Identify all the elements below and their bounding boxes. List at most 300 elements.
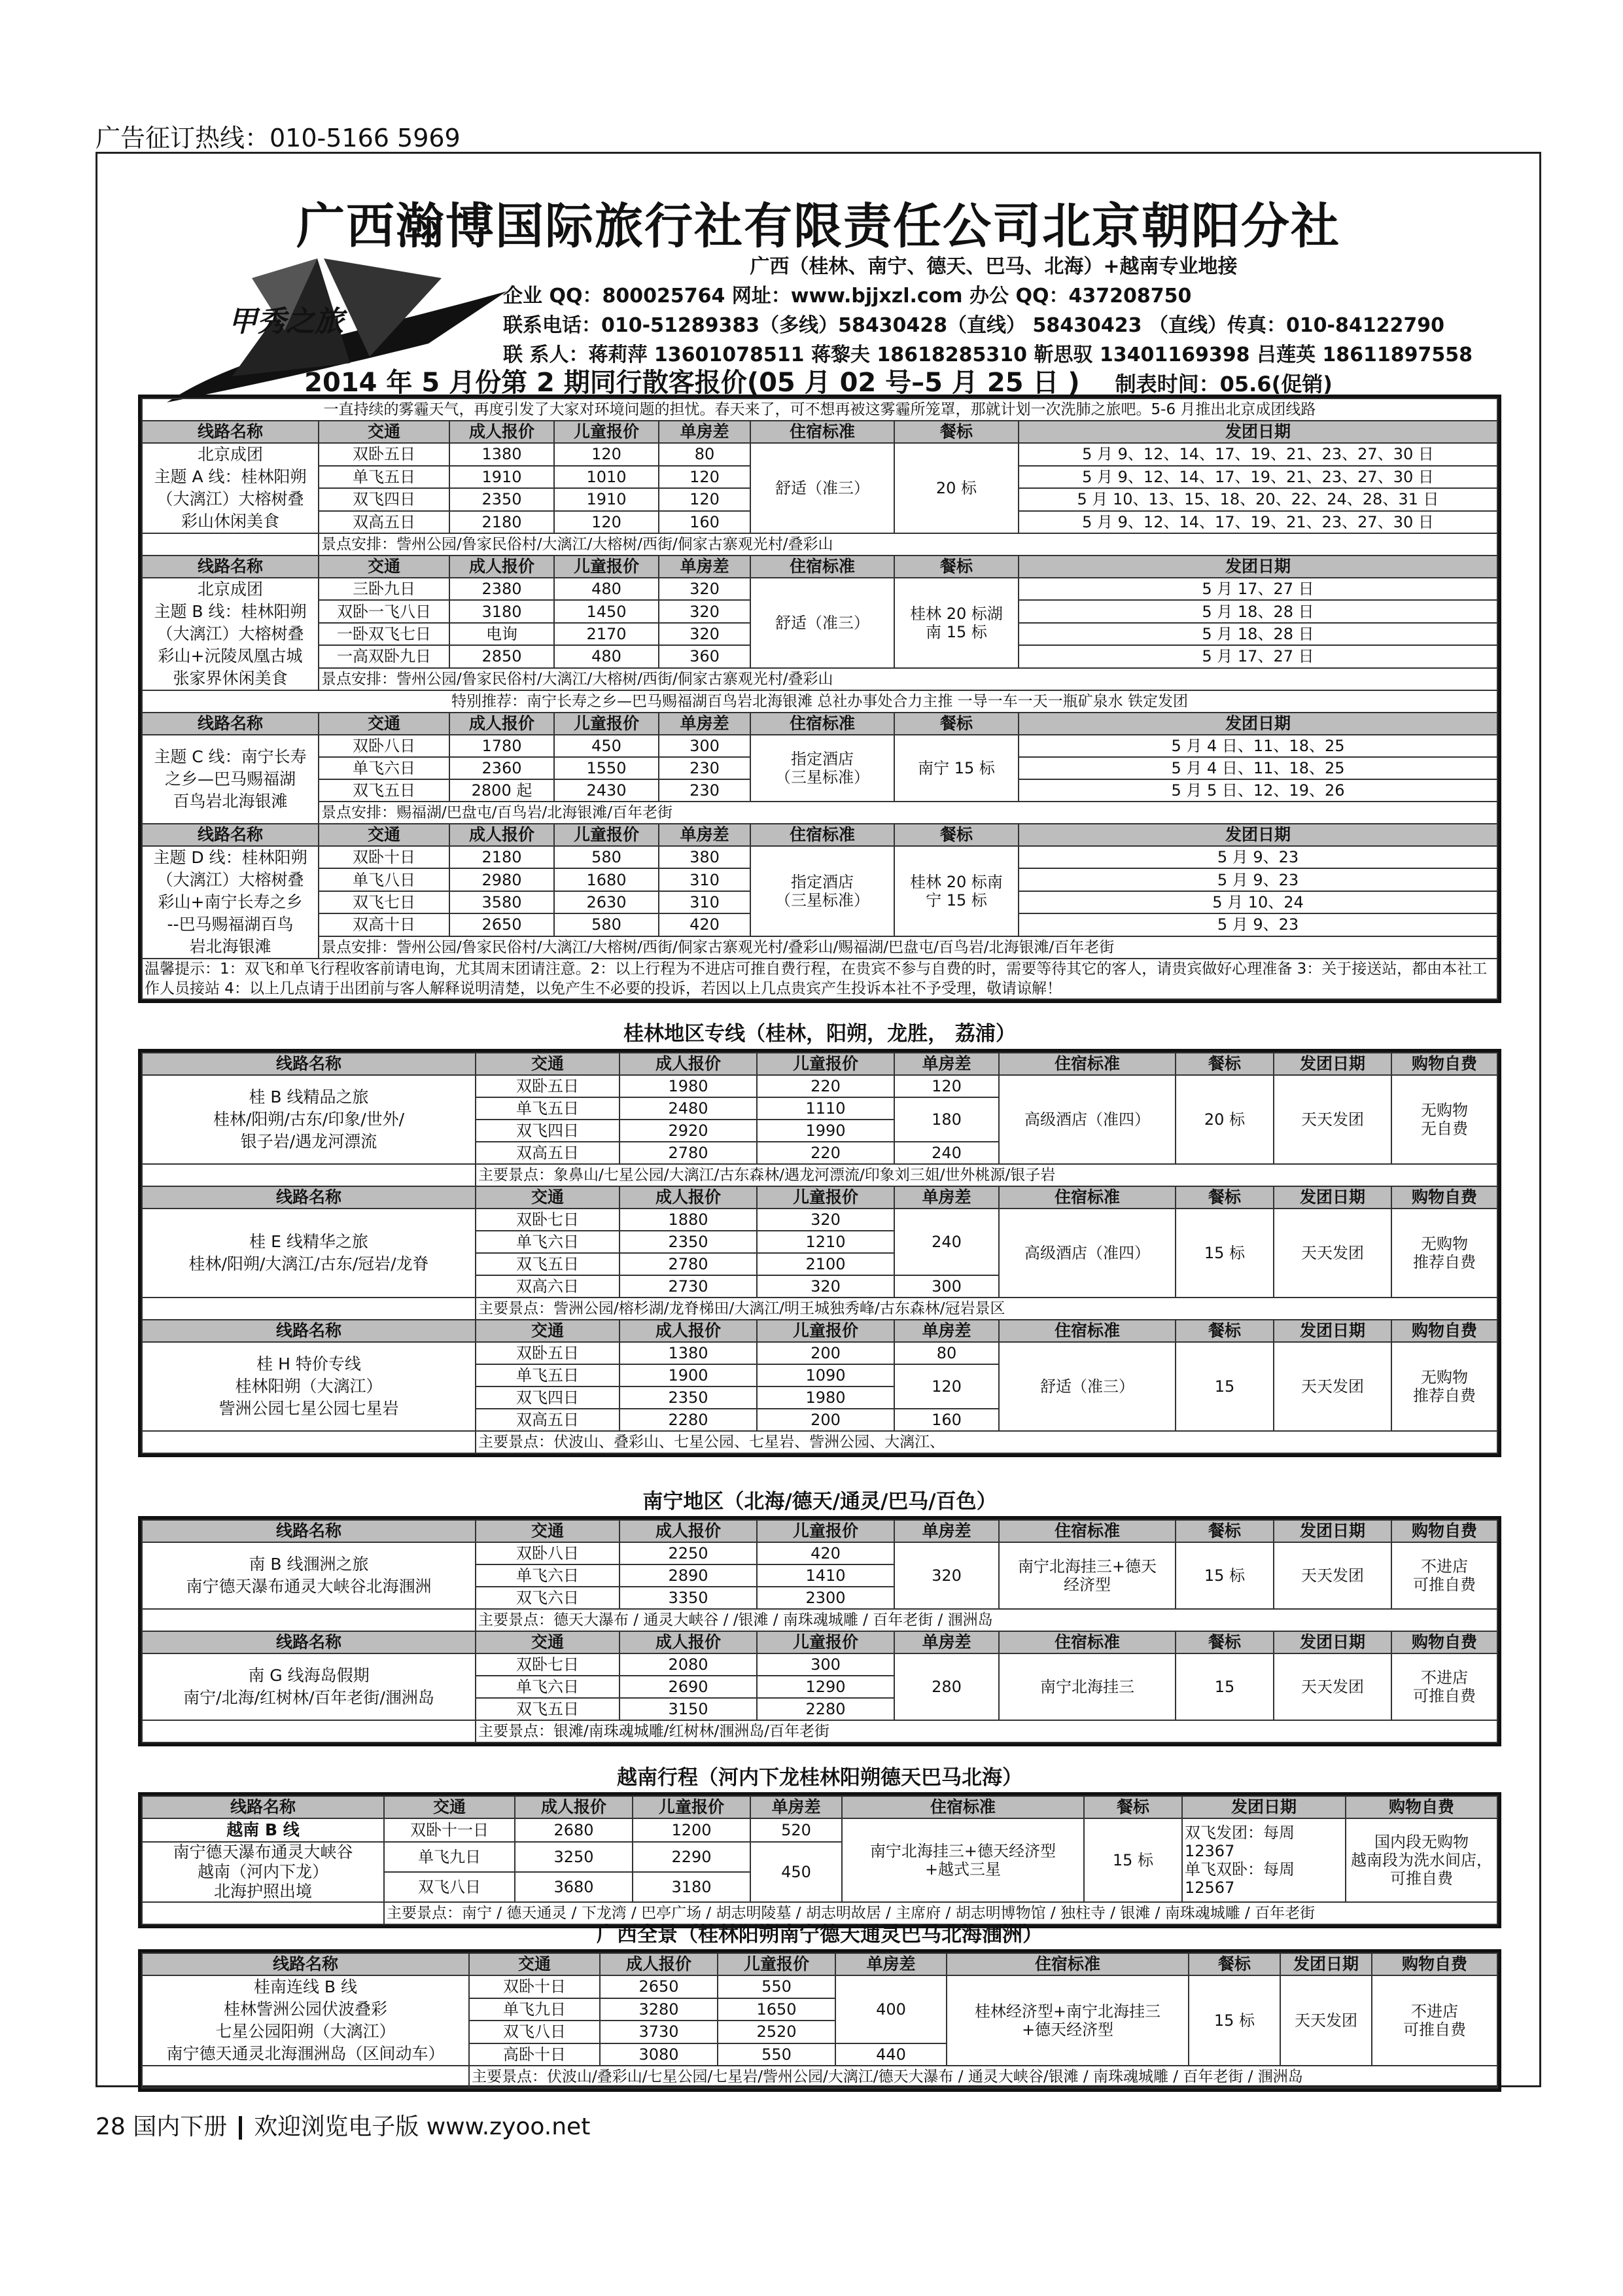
company-title: 广西瀚博国际旅行社有限责任公司北京朝阳分社 — [296, 198, 1340, 255]
date-cell: 5 月 5 日、12、19、26 — [1019, 779, 1497, 802]
header-cell: 餐标 — [1176, 1186, 1274, 1209]
cell: 2100 — [757, 1253, 894, 1275]
header-cell: 线路名称 — [142, 1186, 476, 1209]
hotel-cell: 指定酒店 （三星标准） — [750, 735, 894, 802]
route-name: 桂南连线 B 线 桂林訾洲公园伏波叠彩 七星公园阳朔（大漓江） 南宁德天通灵北海涠洲岛（区间动车） — [142, 1975, 469, 2066]
cell: 双卧五日 — [476, 1342, 620, 1364]
cell: 480 — [554, 578, 659, 600]
cell: 2780 — [620, 1253, 757, 1275]
cell: 450 — [554, 735, 659, 757]
header-cell: 发团日期 — [1274, 1320, 1391, 1342]
cell: 2350 — [620, 1386, 757, 1409]
header-cell: 交通 — [476, 1520, 620, 1542]
cell: 1910 — [449, 466, 554, 489]
cell: 双卧十日 — [469, 1975, 600, 1998]
shop-cell: 不进店 可推自费 — [1391, 1542, 1497, 1609]
header-cell: 成人报价 — [600, 1953, 718, 1975]
cell: 2690 — [620, 1676, 757, 1698]
cell: 单飞六日 — [319, 757, 449, 779]
header-cell: 儿童报价 — [554, 713, 659, 735]
header-cell: 餐标 — [894, 556, 1019, 578]
header-cell: 发团日期 — [1182, 1796, 1346, 1818]
cell: 单飞六日 — [476, 1231, 620, 1253]
cell: 1780 — [449, 735, 554, 757]
route-name: 桂 B 线精品之旅 桂林/阳朔/古东/印象/世外/ 银子岩/遇龙河漂流 — [142, 1075, 476, 1164]
cell: 3680 — [515, 1872, 633, 1902]
header-cell: 交通 — [469, 1953, 600, 1975]
scenic-note: 主要景点：德天大瀑布 / 通灵大峡谷 / /银滩 / 南珠魂城雕 / 百年老街 / 涠洲岛 — [476, 1609, 1497, 1631]
cell: 一高双卧九日 — [319, 645, 449, 667]
route-name: 桂 E 线精华之旅 桂林/阳朔/大漓江/古东/冠岩/龙脊 — [142, 1209, 476, 1298]
cell: 550 — [718, 1975, 835, 1998]
table-header — [142, 824, 1497, 846]
cell: 双卧八日 — [319, 735, 449, 757]
nanning-band: 南宁地区（北海/德天/通灵/巴马/百色） — [642, 1490, 997, 1513]
cell: 1210 — [757, 1231, 894, 1253]
meal-cell: 桂林 20 标湖 南 15 标 — [894, 578, 1019, 668]
hotel-cell: 高级酒店（准四） — [999, 1209, 1176, 1298]
quanjing-band: 广西全景（桂林阳朔南宁德天通灵巴马北海涠洲） — [597, 1923, 1043, 1947]
cell: 1900 — [620, 1364, 757, 1386]
cell: 双卧十一日 — [384, 1818, 515, 1842]
cell: 120 — [554, 443, 659, 466]
cell: 电询 — [449, 623, 554, 645]
date-cell: 天天发团 — [1274, 1209, 1391, 1298]
cell: 1990 — [757, 1120, 894, 1142]
cell: 1410 — [757, 1564, 894, 1587]
table-header — [142, 713, 1497, 735]
advert-frame — [96, 152, 1541, 2087]
date-cell: 天天发团 — [1274, 1075, 1391, 1164]
header-cell: 单房差 — [894, 1631, 999, 1653]
header-cell: 单房差 — [659, 556, 750, 578]
cell: 380 — [659, 846, 750, 868]
cell: 480 — [554, 645, 659, 667]
cell: 2350 — [620, 1231, 757, 1253]
header-cell: 线路名称 — [142, 421, 319, 443]
route-name: 北京成团 主题 B 线：桂林阳朔 （大漓江）大榕树叠 彩山+沅陵凤凰古城 张家界休闲美食 — [142, 578, 319, 690]
hotel-cell: 舒适（准三） — [750, 443, 894, 533]
cell: 240 — [894, 1142, 999, 1164]
header-cell: 交通 — [319, 556, 449, 578]
route-name: 南 B 线涠洲之旅 南宁德天瀑布通灵大峡谷北海涠洲 — [142, 1542, 476, 1609]
date-cell: 天天发团 — [1274, 1542, 1391, 1609]
header-cell: 成人报价 — [449, 713, 554, 735]
cell: 双卧十日 — [319, 846, 449, 868]
cell: 单飞九日 — [384, 1842, 515, 1872]
header-cell: 住宿标准 — [999, 1520, 1176, 1542]
cell: 2180 — [449, 511, 554, 534]
hotel-cell: 南宁北海挂三+德天 经济型 — [999, 1542, 1176, 1609]
header-cell: 发团日期 — [1019, 713, 1497, 735]
cell: 80 — [659, 443, 750, 466]
header-cell: 发团日期 — [1280, 1953, 1372, 1975]
shop-cell: 国内段无购物 越南段为洗水间店， 可推自费 — [1346, 1818, 1497, 1902]
cell: 1380 — [449, 443, 554, 466]
cell: 200 — [757, 1342, 894, 1364]
header-cell: 交通 — [476, 1053, 620, 1075]
meal-cell: 20 标 — [1176, 1075, 1274, 1164]
cell: 320 — [894, 1542, 999, 1609]
cell: 2680 — [515, 1818, 633, 1842]
cell: 2480 — [620, 1097, 757, 1120]
cell: 双飞五日 — [476, 1698, 620, 1720]
scenic-note: 主要景点：伏波山/叠彩山/七星公园/七星岩/訾州公园/大漓江/德天大瀑布 / 通灵大峡谷/银滩 / 南珠魂城雕 / 百年老街 / 涠洲岛 — [469, 2066, 1497, 2088]
header-cell: 线路名称 — [142, 1953, 469, 1975]
cell: 3580 — [449, 891, 554, 913]
cell: 双飞七日 — [319, 891, 449, 913]
cell: 双高五日 — [319, 511, 449, 534]
header-cell: 儿童报价 — [757, 1520, 894, 1542]
guilin-band: 桂林地区专线（桂林，阳朔，龙胜， 荔浦） — [623, 1022, 1016, 1046]
header-cell: 交通 — [319, 713, 449, 735]
meal-cell: 南宁 15 标 — [894, 735, 1019, 802]
info-line-4: 联 系人：蒋莉萍 13601078511 蒋黎夫 18618285310 靳思驭 13401169398 吕莲英 18611897558 — [503, 344, 1473, 366]
block-d — [142, 846, 1497, 959]
header-cell: 成人报价 — [620, 1186, 757, 1209]
scenic-note: 景点安排：訾州公园/鲁家民俗村/大漓江/大榕树/西街/侗家古寨观光村/叠彩山 — [319, 533, 1497, 556]
page-footer — [96, 2108, 590, 2142]
cell: 双卧七日 — [476, 1209, 620, 1231]
cell: 120 — [659, 466, 750, 489]
header-cell: 成人报价 — [515, 1796, 633, 1818]
meal-cell: 桂林 20 标南 宁 15 标 — [894, 846, 1019, 936]
header-cell: 住宿标准 — [999, 1186, 1176, 1209]
info-line-1: 广西（桂林、南宁、德天、巴马、北海）+越南专业地接 — [750, 255, 1238, 278]
cell: 300 — [894, 1275, 999, 1298]
header-cell: 发团日期 — [1274, 1520, 1391, 1542]
header-cell: 单房差 — [894, 1520, 999, 1542]
block-c — [142, 735, 1497, 824]
date-cell: 5 月 9、12、14、17、19、21、23、27、30 日 — [1019, 511, 1497, 534]
header-cell: 发团日期 — [1019, 824, 1497, 846]
cell: 单飞五日 — [319, 466, 449, 489]
cell: 420 — [757, 1542, 894, 1564]
block-b — [142, 578, 1497, 713]
cell: 双卧五日 — [319, 443, 449, 466]
date-cell: 5 月 17、27 日 — [1019, 578, 1497, 600]
header-cell: 单房差 — [659, 824, 750, 846]
cell: 双飞五日 — [476, 1253, 620, 1275]
meal-cell: 20 标 — [894, 443, 1019, 533]
date-cell: 双飞发团：每周 12367 单飞双卧：每周 12567 — [1182, 1818, 1346, 1902]
table-header — [142, 1953, 1497, 1975]
route-nan-b — [142, 1542, 1497, 1631]
cell: 280 — [894, 1653, 999, 1720]
meal-cell: 15 — [1176, 1653, 1274, 1720]
cell: 1980 — [757, 1386, 894, 1409]
date-cell: 5 月 18、28 日 — [1019, 623, 1497, 645]
cell: 3180 — [449, 600, 554, 622]
route-nan-g — [142, 1653, 1497, 1742]
cell: 双高五日 — [476, 1142, 620, 1164]
header-cell: 单房差 — [750, 1796, 842, 1818]
cell: 320 — [659, 600, 750, 622]
header-cell: 发团日期 — [1274, 1631, 1391, 1653]
table-header — [142, 1186, 1497, 1209]
page-number: 28 国内下册 — [96, 2113, 228, 2140]
meal-cell: 15 标 — [1189, 1975, 1280, 2066]
cell: 1010 — [554, 466, 659, 489]
header-cell: 成人报价 — [449, 421, 554, 443]
cell: 2290 — [633, 1842, 750, 1872]
scenic-note: 主要景点：银滩/南珠魂城雕/红树林/涠洲岛/百年老街 — [476, 1720, 1497, 1742]
cell: 双飞八日 — [469, 2021, 600, 2043]
header-cell: 儿童报价 — [757, 1631, 894, 1653]
header-cell: 购物自费 — [1391, 1520, 1497, 1542]
cell: 520 — [750, 1818, 842, 1842]
scenic-note: 主要景点：伏波山、叠彩山、七星公园、七星岩、訾洲公园、大漓江、 — [476, 1431, 1497, 1453]
cell: 200 — [757, 1409, 894, 1431]
route-name: 北京成团 主题 A 线：桂林阳朔 （大漓江）大榕树叠 彩山休闲美食 — [142, 443, 319, 533]
cell: 400 — [835, 1975, 947, 2043]
cell: 2360 — [449, 757, 554, 779]
route-name: 桂 H 特价专线 桂林阳朔（大漓江） 訾洲公园七星公园七星岩 — [142, 1342, 476, 1431]
cell: 580 — [554, 846, 659, 868]
quanjing-table — [138, 1949, 1501, 2092]
shop-cell: 不进店 可推自费 — [1372, 1975, 1497, 2066]
cell: 双飞八日 — [384, 1872, 515, 1902]
cell: 2890 — [620, 1564, 757, 1587]
cell: 双卧七日 — [476, 1653, 620, 1676]
cell: 1550 — [554, 757, 659, 779]
cell: 2520 — [718, 2021, 835, 2043]
cell: 360 — [659, 645, 750, 667]
header-cell: 购物自费 — [1391, 1631, 1497, 1653]
header-cell: 住宿标准 — [842, 1796, 1084, 1818]
cell: 3280 — [600, 1998, 718, 2021]
cell: 80 — [894, 1342, 999, 1364]
cell: 2780 — [620, 1142, 757, 1164]
vietnam-table — [138, 1792, 1501, 1928]
route-gui-e — [142, 1209, 1497, 1320]
cell: 3250 — [515, 1842, 633, 1872]
date-cell: 5 月 18、28 日 — [1019, 600, 1497, 622]
cell: 1090 — [757, 1364, 894, 1386]
notice-text: 温馨提示：1：双飞和单飞行程收客前请电询，尤其周末团请注意。2：以上行程为不进店可推自费行程，在贵宾不参与自费的时，需要等待其它的客人，请贵宾做好心理准备 3：关于接送站，都由本社工作人员接站 4：以上几点请于出团前与客人解释说明清楚，以免产生不必要的投诉，若因以上几点贵宾产生投诉本社不予受理，敬请谅解！ — [142, 959, 1497, 999]
header-cell: 线路名称 — [142, 1320, 476, 1342]
header-cell: 交通 — [476, 1186, 620, 1209]
cell: 2730 — [620, 1275, 757, 1298]
cell: 双高六日 — [476, 1275, 620, 1298]
header-cell: 住宿标准 — [999, 1320, 1176, 1342]
shop-cell: 无购物 无自费 — [1391, 1075, 1497, 1164]
table-header — [142, 1631, 1497, 1653]
beijing-tours-table — [138, 395, 1501, 1003]
scenic-note: 主要景点：南宁 / 德天通灵 / 下龙湾 / 巴亭广场 / 胡志明陵墓 / 胡志明故居 / 主席府 / 胡志明博物馆 / 独柱寺 / 银滩 / 南珠魂城雕 / 百年老街 — [384, 1902, 1497, 1924]
hotel-cell: 高级酒店（准四） — [999, 1075, 1176, 1164]
header-cell: 餐标 — [894, 421, 1019, 443]
header-cell: 线路名称 — [142, 556, 319, 578]
cell: 2630 — [554, 891, 659, 913]
cell: 2850 — [449, 645, 554, 667]
header-cell: 儿童报价 — [757, 1053, 894, 1075]
header-cell: 单房差 — [894, 1186, 999, 1209]
header-cell: 单房差 — [894, 1053, 999, 1075]
cell: 420 — [659, 913, 750, 936]
cell: 1680 — [554, 868, 659, 891]
date-cell: 天天发团 — [1280, 1975, 1372, 2066]
cell: 2280 — [757, 1698, 894, 1720]
scenic-note: 景点安排：訾州公园/鲁家民俗村/大漓江/大榕树/西街/侗家古寨观光村/叠彩山/赐福湖/巴盘屯/百鸟岩/北海银滩/百年老街 — [319, 936, 1497, 959]
date-cell: 5 月 4 日、11、18、25 — [1019, 757, 1497, 779]
cell: 320 — [659, 623, 750, 645]
cell: 双卧五日 — [476, 1075, 620, 1097]
cell: 310 — [659, 868, 750, 891]
cell: 230 — [659, 779, 750, 802]
header-cell: 购物自费 — [1372, 1953, 1497, 1975]
hotel-cell: 桂林经济型+南宁北海挂三 +德天经济型 — [947, 1975, 1189, 2066]
header-cell: 线路名称 — [142, 1796, 384, 1818]
cell: 双飞五日 — [319, 779, 449, 802]
cell: 120 — [894, 1364, 999, 1409]
header-cell: 成人报价 — [620, 1520, 757, 1542]
cell: 240 — [894, 1209, 999, 1275]
cell: 单飞八日 — [319, 868, 449, 891]
route-title: 越南 B 线 — [142, 1818, 384, 1842]
scenic-note: 主要景点：象鼻山/七星公园/大漓江/古东森林/遇龙河漂流/印象刘三姐/世外桃源/银子岩 — [476, 1164, 1497, 1186]
scenic-note: 主要景点：訾洲公园/榕杉湖/龙脊梯田/大漓江/明王城独秀峰/古东森林/冠岩景区 — [476, 1298, 1497, 1320]
cell: 3150 — [620, 1698, 757, 1720]
cell: 160 — [894, 1409, 999, 1431]
header-cell: 发团日期 — [1274, 1186, 1391, 1209]
footer-link[interactable]: 欢迎浏览电子版 www.zyoo.net — [254, 2113, 591, 2140]
header-cell: 发团日期 — [1274, 1053, 1391, 1075]
header-cell: 成人报价 — [620, 1320, 757, 1342]
cell: 1980 — [620, 1075, 757, 1097]
cell: 双飞六日 — [476, 1587, 620, 1609]
header-cell: 交通 — [319, 824, 449, 846]
cell: 2180 — [449, 846, 554, 868]
cell: 1200 — [633, 1818, 750, 1842]
header-cell: 购物自费 — [1391, 1053, 1497, 1075]
cell: 2280 — [620, 1409, 757, 1431]
header-cell: 交通 — [384, 1796, 515, 1818]
header-cell: 线路名称 — [142, 713, 319, 735]
intro-text: 一直持续的雾霾天气，再度引发了大家对环境问题的担忧。春天来了，可不想再被这雾霾所笼罩，那就计划一次洗肺之旅吧。5-6 月推出北京成团线路 — [142, 398, 1497, 421]
cell: 单飞九日 — [469, 1998, 600, 2021]
header-cell: 儿童报价 — [554, 556, 659, 578]
cell: 1290 — [757, 1676, 894, 1698]
cell: 1650 — [718, 1998, 835, 2021]
table-header — [142, 421, 1497, 443]
cell: 220 — [757, 1142, 894, 1164]
header-cell: 发团日期 — [1019, 421, 1497, 443]
vietnam-band: 越南行程（河内下龙桂林阳朔德天巴马北海） — [617, 1766, 1022, 1790]
cell: 320 — [659, 578, 750, 600]
cell: 220 — [757, 1075, 894, 1097]
cell: 2250 — [620, 1542, 757, 1564]
cell: 双飞四日 — [476, 1386, 620, 1409]
header-cell: 成人报价 — [620, 1631, 757, 1653]
date-cell: 5 月 9、12、14、17、19、21、23、27、30 日 — [1019, 443, 1497, 466]
cell: 580 — [554, 913, 659, 936]
table-header — [142, 1796, 1497, 1818]
meal-cell: 15 — [1176, 1342, 1274, 1431]
header-cell: 住宿标准 — [750, 421, 894, 443]
header-cell: 发团日期 — [1019, 556, 1497, 578]
cell: 3080 — [600, 2043, 718, 2066]
cell: 2080 — [620, 1653, 757, 1676]
cell: 180 — [894, 1097, 999, 1142]
header-cell: 住宿标准 — [750, 556, 894, 578]
header-cell: 餐标 — [894, 713, 1019, 735]
header-cell: 单房差 — [835, 1953, 947, 1975]
date-cell: 5 月 10、13、15、18、20、22、24、28、31 日 — [1019, 488, 1497, 511]
logo-text: 甲秀之旅 — [228, 305, 343, 338]
cell: 2800 起 — [449, 779, 554, 802]
date-cell: 天天发团 — [1274, 1342, 1391, 1431]
special-recommend: 特别推荐：南宁长寿之乡—巴马赐福湖百鸟岩北海银滩 总社办事处合力主推 一导一车一天一瓶矿泉水 铁定发团 — [142, 690, 1497, 713]
date-cell: 5 月 9、12、14、17、19、21、23、27、30 日 — [1019, 466, 1497, 489]
route-name: 南 G 线海岛假期 南宁/北海/红树林/百年老街/涠洲岛 — [142, 1653, 476, 1720]
cell: 3350 — [620, 1587, 757, 1609]
meal-cell: 15 标 — [1176, 1542, 1274, 1609]
cell: 160 — [659, 511, 750, 534]
scenic-note: 景点安排：赐福湖/巴盘屯/百鸟岩/北海银滩/百年老街 — [319, 802, 1497, 824]
cell: 三卧九日 — [319, 578, 449, 600]
cell: 120 — [659, 488, 750, 511]
route-name: 南宁德天瀑布通灵大峡谷 越南（河内下龙） 北海护照出境 — [142, 1842, 384, 1902]
header-cell: 线路名称 — [142, 1520, 476, 1542]
header-cell: 儿童报价 — [633, 1796, 750, 1818]
cell: 440 — [835, 2043, 947, 2066]
header-cell: 餐标 — [1189, 1953, 1280, 1975]
header-cell: 儿童报价 — [757, 1186, 894, 1209]
hotel-cell: 舒适（准三） — [999, 1342, 1176, 1431]
cell: 一卧双飞七日 — [319, 623, 449, 645]
cell: 120 — [894, 1075, 999, 1097]
header-cell: 单房差 — [659, 421, 750, 443]
contact-info — [503, 252, 1484, 370]
cell: 550 — [718, 2043, 835, 2066]
meal-cell: 15 标 — [1176, 1209, 1274, 1298]
table-header — [142, 1520, 1497, 1542]
cell: 单飞五日 — [476, 1364, 620, 1386]
info-line-2: 企业 QQ：800025764 网址：www.bjjxzl.com 办公 QQ：437208750 — [503, 285, 1192, 308]
cell: 230 — [659, 757, 750, 779]
date-cell: 5 月 17、27 日 — [1019, 645, 1497, 667]
footer-divider — [239, 2116, 242, 2140]
cell: 320 — [757, 1209, 894, 1231]
cell: 2170 — [554, 623, 659, 645]
cell: 3730 — [600, 2021, 718, 2043]
header-cell: 住宿标准 — [750, 713, 894, 735]
hotel-cell: 南宁北海挂三 — [999, 1653, 1176, 1720]
header-cell: 购物自费 — [1391, 1186, 1497, 1209]
cell: 双飞四日 — [319, 488, 449, 511]
header-cell: 交通 — [319, 421, 449, 443]
cell: 双卧八日 — [476, 1542, 620, 1564]
header-cell: 餐标 — [1176, 1320, 1274, 1342]
header-cell: 餐标 — [1176, 1520, 1274, 1542]
header-cell: 单房差 — [659, 713, 750, 735]
header-cell: 儿童报价 — [718, 1953, 835, 1975]
cell: 2980 — [449, 868, 554, 891]
header-cell: 住宿标准 — [947, 1953, 1189, 1975]
block-a — [142, 443, 1497, 556]
header-cell: 餐标 — [894, 824, 1019, 846]
table-header — [142, 1053, 1497, 1075]
cell: 1880 — [620, 1209, 757, 1231]
cell: 300 — [659, 735, 750, 757]
header-cell: 线路名称 — [142, 1631, 476, 1653]
header-cell: 成人报价 — [449, 556, 554, 578]
header-cell: 餐标 — [1084, 1796, 1182, 1818]
hotel-cell: 舒适（准三） — [750, 578, 894, 668]
date-cell: 5 月 9、23 — [1019, 846, 1497, 868]
subhead-date: 制表时间：05.6(促销) — [1115, 372, 1333, 397]
